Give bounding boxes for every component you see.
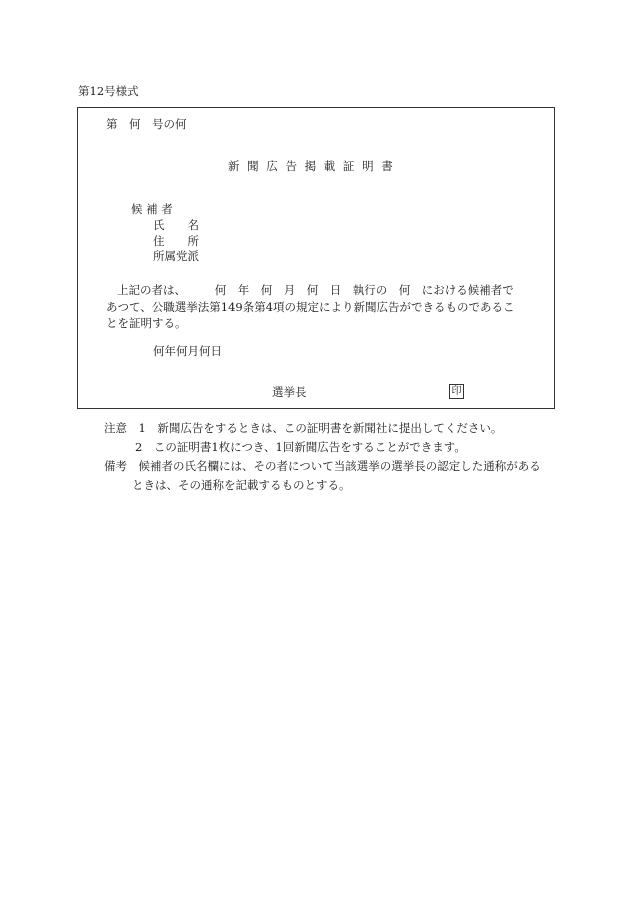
party-field-label: 所属党派 bbox=[153, 249, 199, 263]
remark-line-1: 備考 候補者の氏名欄には、その者について当該選挙の選挙長の認定した通称がある bbox=[104, 459, 541, 473]
seal-stamp: 印 bbox=[449, 384, 464, 399]
name-field-label: 氏 名 bbox=[153, 218, 199, 232]
note-2: 2 この証明書1枚につき、1回新聞広告をすることができます。 bbox=[135, 440, 466, 454]
note-1: 注意 1 新聞広告をするときは、この証明書を新聞社に提出してください。 bbox=[104, 421, 503, 435]
issue-date: 何年何月何日 bbox=[153, 344, 222, 358]
certificate-box bbox=[77, 107, 555, 409]
certificate-body-line-2: あつて、公職選挙法第149条第4項の規定により新聞広告ができるものであるこ bbox=[106, 300, 515, 314]
document-title: 新 聞 広 告 掲 載 証 明 書 bbox=[228, 159, 395, 173]
document-number: 第 何 号の何 bbox=[106, 117, 187, 131]
candidate-heading: 候 補 者 bbox=[131, 202, 173, 216]
address-field-label: 住 所 bbox=[153, 234, 199, 248]
remark-line-2: ときは、その通称を記載するものとする。 bbox=[132, 478, 351, 492]
certificate-body-line-3: とを証明する。 bbox=[106, 316, 187, 330]
form-label: 第12号様式 bbox=[78, 84, 139, 98]
certificate-body-line-1: 上記の者は、 何 年 何 月 何 日 執行の 何 における候補者で bbox=[117, 283, 514, 297]
signer-title: 選挙長 bbox=[272, 385, 307, 399]
